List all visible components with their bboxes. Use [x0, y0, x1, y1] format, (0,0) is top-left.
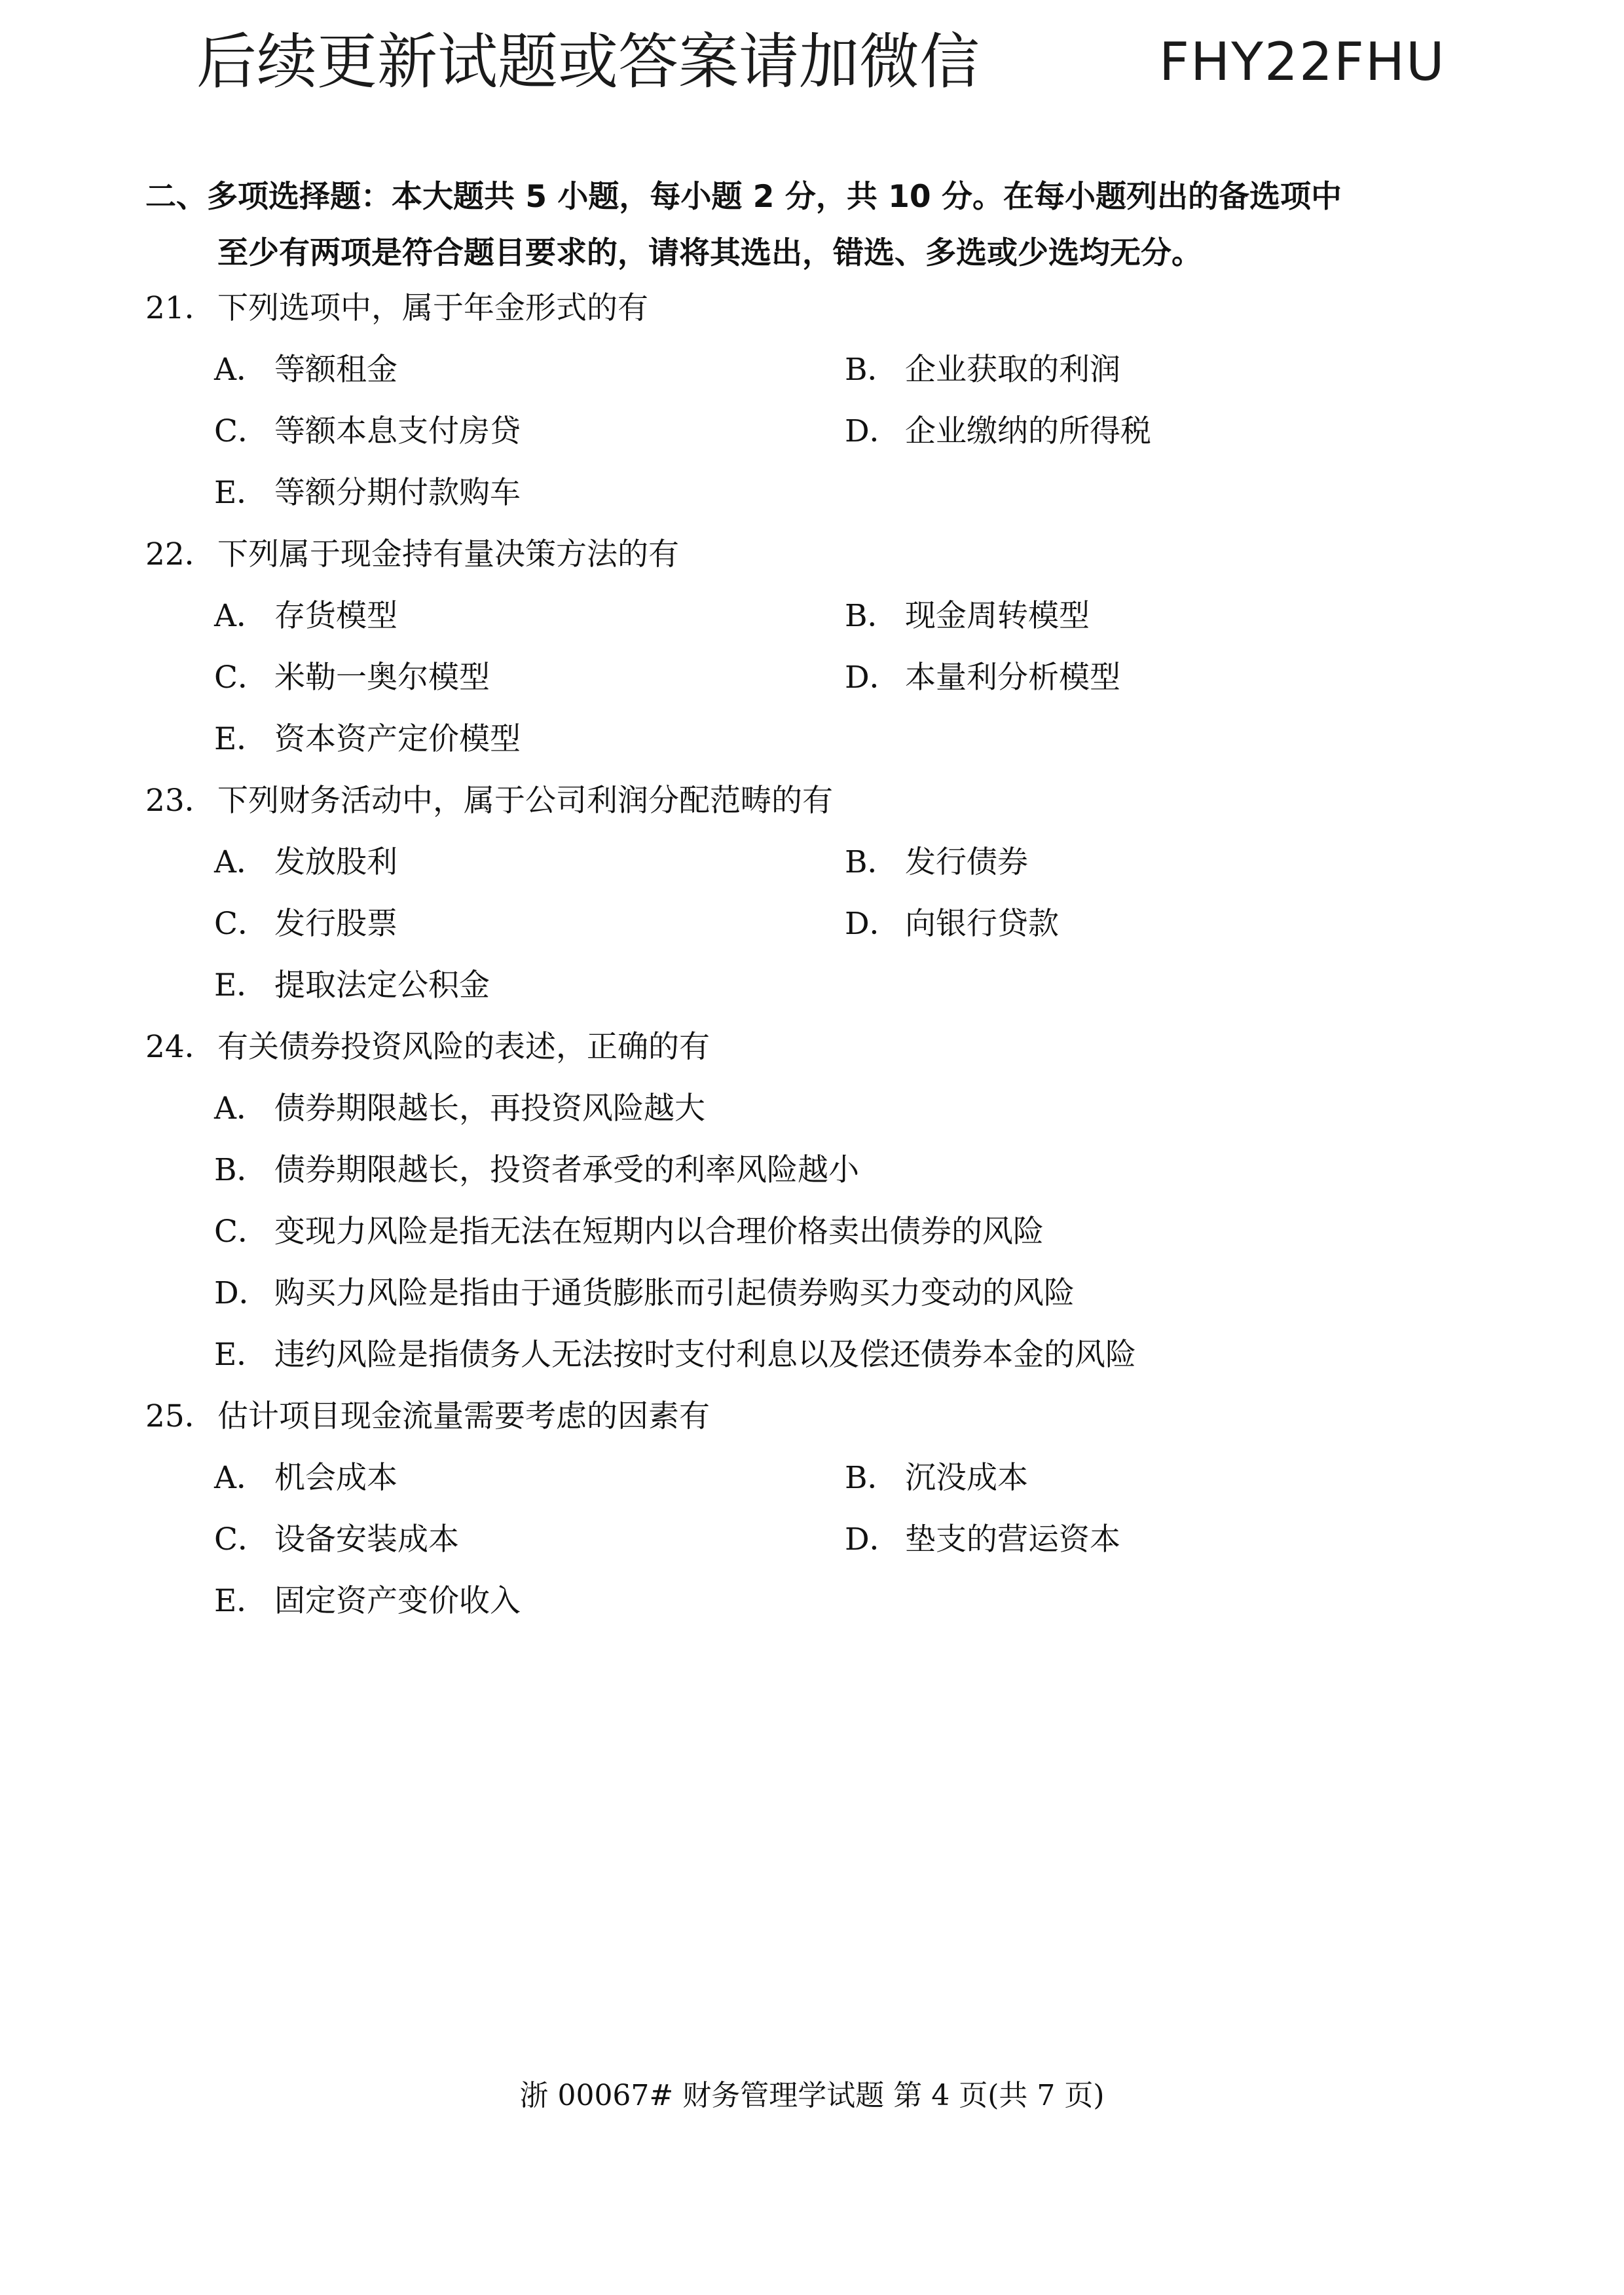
- question-21: [145, 278, 1494, 511]
- option-text: 等额租金: [274, 352, 397, 388]
- option-d: [845, 647, 1120, 709]
- option-text: 存货模型: [274, 598, 397, 634]
- question-number: 23．: [145, 783, 215, 819]
- option-c: [214, 893, 397, 955]
- option-letter: A．: [214, 352, 267, 388]
- option-text: 企业获取的利润: [905, 352, 1120, 388]
- option-text: 违约风险是指债务人无法按时支付利息以及偿还债券本金的风险: [274, 1337, 1136, 1373]
- option-letter: A．: [214, 1091, 267, 1127]
- option-letter: E．: [214, 721, 268, 757]
- option-text: 债券期限越长，投资者承受的利率风险越小: [274, 1152, 859, 1188]
- option-d: [845, 401, 1151, 462]
- question-24: [145, 1017, 1494, 1373]
- question-text: 下列财务活动中，属于公司利润分配范畴的有: [217, 783, 833, 819]
- option-d: [845, 893, 1059, 955]
- option-letter: B．: [845, 844, 898, 880]
- option-letter: C．: [214, 660, 268, 696]
- option-text: 变现力风险是指无法在短期内以合理价格卖出债券的风险: [274, 1214, 1044, 1250]
- option-letter: C．: [214, 906, 268, 942]
- question-stem: [145, 524, 1494, 586]
- option-text: 固定资产变价收入: [274, 1583, 521, 1619]
- option-letter: B．: [845, 1460, 898, 1496]
- option-text: 向银行贷款: [905, 906, 1059, 942]
- option-letter: C．: [214, 413, 268, 449]
- section-title-line1: 二、多项选择题：本大题共 5 小题，每小题 2 分，共 10 分。在每小题列出的备选项中: [145, 179, 1342, 215]
- option-c: [214, 401, 521, 462]
- option-c: [214, 1201, 1044, 1263]
- option-letter: E．: [214, 1337, 268, 1373]
- question-23: [145, 770, 1494, 1003]
- question-25: [145, 1386, 1494, 1619]
- option-letter: A．: [214, 844, 267, 880]
- option-text: 沉没成本: [905, 1460, 1028, 1496]
- option-letter: B．: [214, 1152, 268, 1188]
- header-banner-text: 后续更新试题或答案请加微信: [196, 27, 980, 97]
- option-text: 垫支的营运资本: [905, 1521, 1120, 1558]
- option-letter: E．: [214, 967, 268, 1003]
- option-a: [214, 1447, 397, 1509]
- option-letter: D．: [214, 1275, 270, 1311]
- question-stem: [145, 1386, 1494, 1447]
- option-d: [214, 1263, 1075, 1324]
- question-number: 22．: [145, 536, 215, 572]
- option-b: [214, 1140, 859, 1201]
- option-letter: D．: [845, 413, 900, 449]
- option-e: [214, 462, 521, 524]
- option-a: [214, 339, 397, 401]
- section-title: [145, 169, 1494, 282]
- header-banner-code: FHY22FHU: [1159, 31, 1446, 92]
- option-text: 发行债券: [905, 844, 1028, 880]
- option-text: 设备安装成本: [274, 1521, 459, 1558]
- option-a: [214, 586, 397, 647]
- question-number: 21．: [145, 290, 215, 326]
- option-text: 购买力风险是指由于通货膨胀而引起债券购买力变动的风险: [274, 1275, 1075, 1311]
- option-text: 现金周转模型: [905, 598, 1090, 634]
- question-number: 24．: [145, 1029, 215, 1065]
- option-a: [214, 832, 397, 893]
- option-e: [214, 1571, 521, 1632]
- option-text: 等额分期付款购车: [274, 475, 521, 511]
- option-letter: E．: [214, 1583, 268, 1619]
- option-letter: A．: [214, 1460, 267, 1496]
- option-text: 发放股利: [274, 844, 397, 880]
- option-text: 机会成本: [274, 1460, 397, 1496]
- option-text: 提取法定公积金: [274, 967, 490, 1003]
- option-letter: E．: [214, 475, 268, 511]
- question-stem: [145, 770, 1494, 832]
- option-c: [214, 1509, 459, 1571]
- option-e: [214, 709, 521, 770]
- option-text: 等额本息支付房贷: [274, 413, 521, 449]
- question-text: 下列属于现金持有量决策方法的有: [217, 536, 679, 572]
- question-text: 下列选项中，属于年金形式的有: [217, 290, 648, 326]
- question-number: 25．: [145, 1398, 215, 1434]
- option-letter: C．: [214, 1521, 268, 1558]
- option-text: 米勒一奥尔模型: [274, 660, 490, 696]
- option-e: [214, 1324, 1136, 1386]
- question-stem: [145, 1017, 1494, 1078]
- option-text: 债券期限越长，再投资风险越大: [274, 1091, 705, 1127]
- option-text: 资本资产定价模型: [274, 721, 521, 757]
- option-letter: A．: [214, 598, 267, 634]
- question-stem: [145, 278, 1494, 339]
- option-d: [845, 1509, 1120, 1571]
- header-banner: [196, 13, 1446, 111]
- option-text: 本量利分析模型: [905, 660, 1120, 696]
- option-b: [845, 339, 1120, 401]
- option-letter: D．: [845, 1521, 900, 1558]
- question-text: 估计项目现金流量需要考虑的因素有: [217, 1398, 710, 1434]
- question-22: [145, 524, 1494, 757]
- option-c: [214, 647, 490, 709]
- option-letter: D．: [845, 906, 900, 942]
- option-a: [214, 1078, 705, 1140]
- option-text: 企业缴纳的所得税: [905, 413, 1151, 449]
- option-e: [214, 955, 490, 1017]
- option-letter: C．: [214, 1214, 268, 1250]
- option-letter: B．: [845, 598, 898, 634]
- option-letter: B．: [845, 352, 898, 388]
- option-b: [845, 586, 1090, 647]
- question-text: 有关债券投资风险的表述，正确的有: [217, 1029, 710, 1065]
- option-b: [845, 832, 1028, 893]
- option-letter: D．: [845, 660, 900, 696]
- option-b: [845, 1447, 1028, 1509]
- page-footer: 浙 00067# 财务管理学试题 第 4 页(共 7 页): [519, 2079, 1105, 2112]
- option-text: 发行股票: [274, 906, 397, 942]
- section-title-line2: 至少有两项是符合题目要求的，请将其选出，错选、多选或少选均无分。: [217, 235, 1202, 271]
